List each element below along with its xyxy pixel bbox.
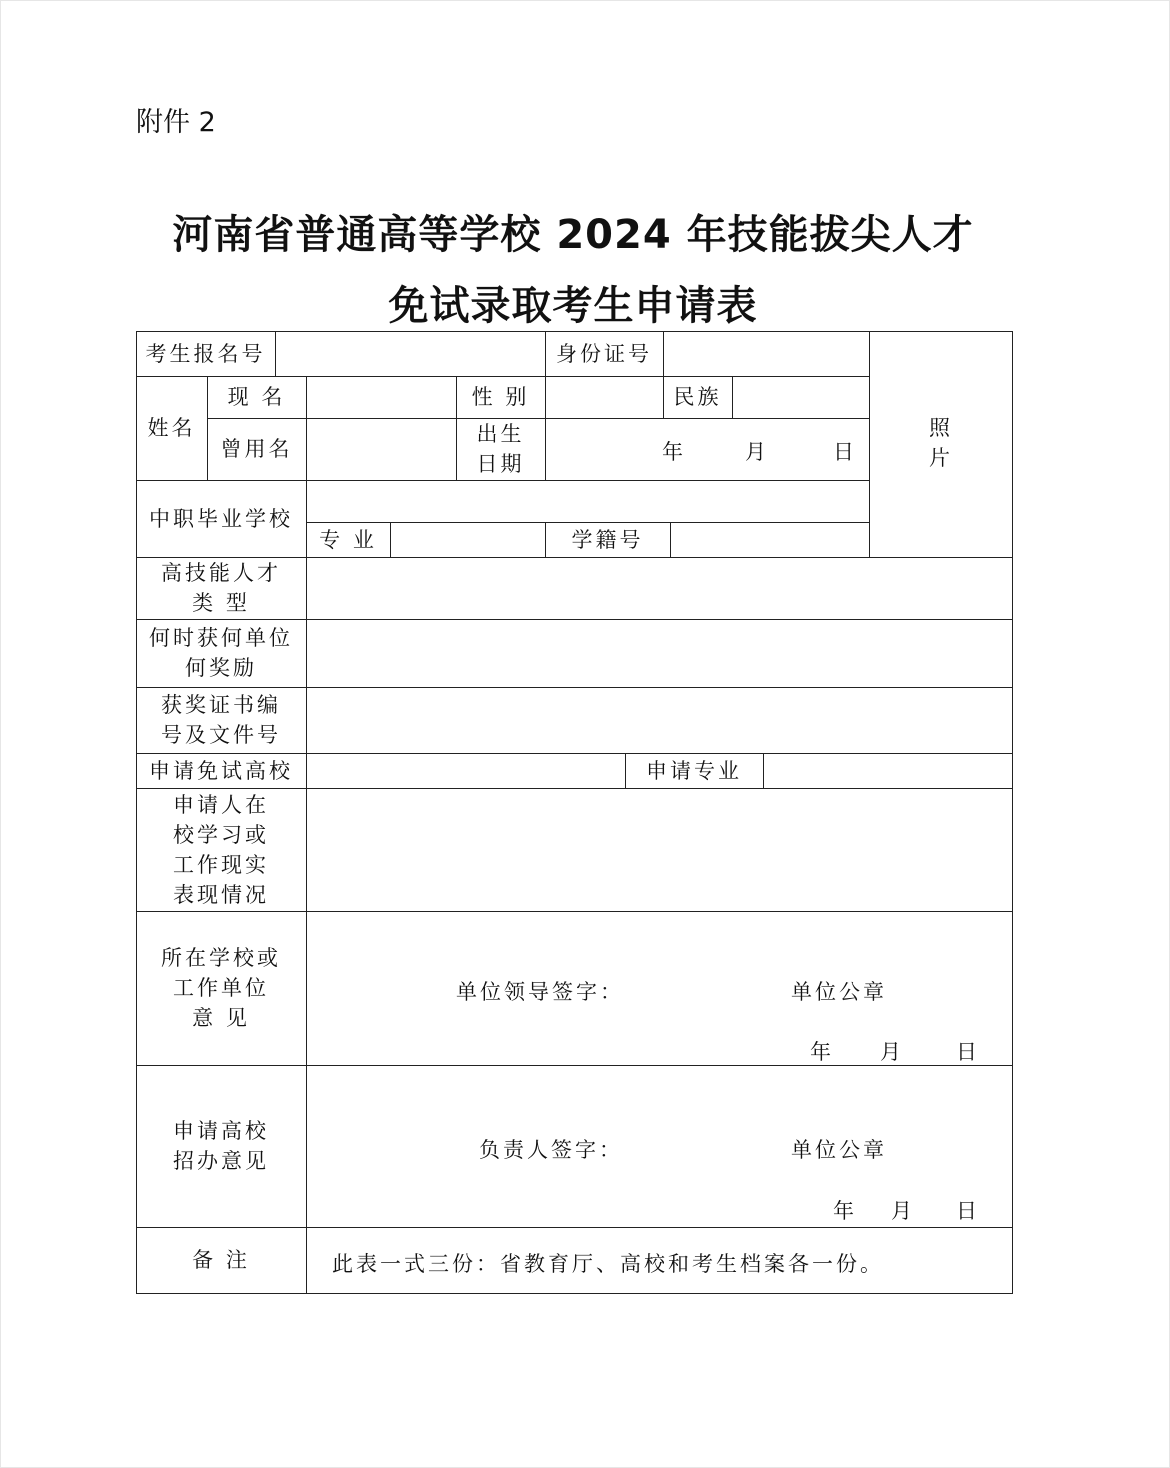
gender-label: 性 别 [471, 385, 530, 409]
reg-no-field[interactable] [275, 331, 545, 376]
unit-date-year: 年 [810, 1040, 834, 1064]
unit-date-day: 日 [956, 1040, 980, 1064]
ethnicity-field[interactable] [732, 376, 869, 418]
leader-sign-label: 单位领导签字： [456, 980, 624, 1004]
unit-seal-label: 单位公章 [791, 980, 887, 1004]
remarks-text: 此表一式三份：省教育厅、高校和考生档案各一份。 [332, 1252, 884, 1276]
remarks-label: 备 注 [192, 1248, 250, 1272]
talent-type-label: 高技能人才 类 型 [161, 561, 281, 615]
name-label: 姓名 [147, 416, 196, 440]
univ-date-month: 月 [891, 1199, 915, 1223]
reg-no-label: 考生报名号 [145, 341, 266, 366]
current-name-field[interactable] [306, 376, 456, 418]
performance-field[interactable] [306, 788, 1013, 911]
photo-box: 照 片 [929, 416, 953, 470]
cert-no-label: 获奖证书编 号及文件号 [161, 693, 281, 747]
application-form-table [136, 331, 1013, 1294]
table-line [136, 1293, 1013, 1294]
birth-date-label: 出生 日期 [476, 422, 525, 476]
id-no-field[interactable] [663, 331, 869, 376]
former-name-label: 曾用名 [220, 437, 293, 461]
performance-label: 申请人在 校学习或 工作现实 表现情况 [173, 792, 269, 907]
school-label: 中职毕业学校 [149, 506, 293, 531]
major-label: 专 业 [319, 527, 377, 552]
birth-month-unit: 月 [745, 440, 769, 464]
award-field[interactable] [306, 619, 1013, 687]
talent-type-field[interactable] [306, 557, 1013, 619]
univ-date-year: 年 [833, 1199, 857, 1223]
apply-school-label: 申请免试高校 [149, 758, 293, 783]
form-title-line1: 河南省普通高等学校 2024 年技能拔尖人才 [172, 212, 974, 258]
birth-year-unit: 年 [662, 440, 686, 464]
current-name-label: 现 名 [227, 385, 286, 409]
attachment-label: 附件 2 [136, 107, 216, 138]
birth-day-unit: 日 [833, 440, 857, 464]
unit-opinion-label: 所在学校或 工作单位 意 见 [161, 946, 281, 1030]
unit-date-month: 月 [880, 1040, 904, 1064]
student-no-label: 学籍号 [571, 527, 644, 552]
ethnicity-label: 民族 [673, 385, 722, 409]
apply-school-field[interactable] [306, 753, 625, 788]
former-name-field[interactable] [306, 418, 456, 480]
univ-date-day: 日 [956, 1199, 980, 1223]
person-sign-label: 负责人签字： [479, 1138, 623, 1162]
gender-field[interactable] [545, 376, 663, 418]
student-no-field[interactable] [670, 522, 869, 557]
school-field[interactable] [306, 480, 869, 522]
award-label: 何时获何单位 何奖励 [149, 626, 293, 680]
id-no-label: 身份证号 [556, 341, 652, 366]
cert-no-field[interactable] [306, 687, 1013, 753]
apply-major-label: 申请专业 [646, 758, 742, 783]
apply-major-field[interactable] [763, 753, 1013, 788]
major-field[interactable] [390, 522, 545, 557]
univ-seal-label: 单位公章 [791, 1138, 887, 1162]
univ-opinion-label: 申请高校 招办意见 [173, 1119, 269, 1173]
form-title-line2: 免试录取考生申请表 [388, 283, 758, 329]
